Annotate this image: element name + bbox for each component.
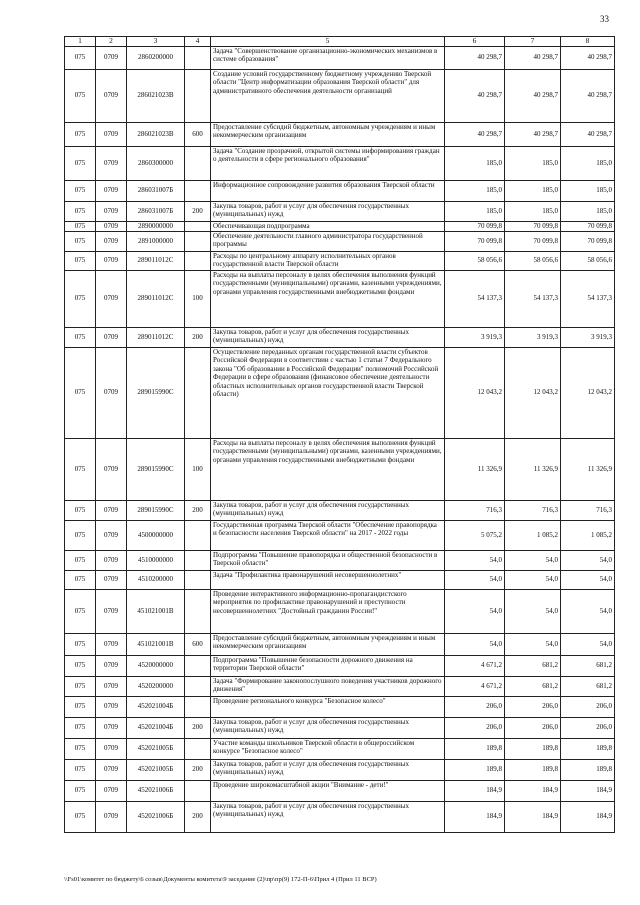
amount-2021-cell: 40 298,7 <box>505 122 561 146</box>
target-article-cell: 4520000000 <box>127 655 185 676</box>
section-code-cell: 0709 <box>96 696 127 717</box>
table-row <box>65 327 615 347</box>
amount-2021-cell: 716,3 <box>505 500 561 520</box>
section-code-cell: 0709 <box>96 759 127 780</box>
header-cell: 6 <box>445 37 505 47</box>
table-row <box>65 500 615 520</box>
expense-type-cell <box>185 347 211 438</box>
expense-type-cell: 200 <box>185 201 211 221</box>
section-code-cell: 0709 <box>96 438 127 500</box>
amount-2022-cell: 189,8 <box>561 759 615 780</box>
section-code-cell: 0709 <box>96 676 127 696</box>
description-cell: Закупка товаров, работ и услуг для обеспечения государственных (муниципальных) нужд <box>211 327 445 347</box>
section-code-cell: 0709 <box>96 221 127 231</box>
amount-2021-cell: 681,2 <box>505 655 561 676</box>
description-cell: Задача "Формирование законопослушного поведения участников дорожного движения" <box>211 676 445 696</box>
amount-2022-cell: 189,8 <box>561 738 615 759</box>
table-row <box>65 570 615 589</box>
amount-2020-cell: 184,9 <box>445 801 505 832</box>
expense-type-cell <box>185 221 211 231</box>
amount-2022-cell: 54,0 <box>561 633 615 655</box>
target-article-cell: 286031007Б <box>127 201 185 221</box>
section-code-cell: 0709 <box>96 347 127 438</box>
grbs-code-cell: 075 <box>65 46 96 69</box>
amount-2020-cell: 54,0 <box>445 550 505 570</box>
amount-2022-cell: 12 043,2 <box>561 347 615 438</box>
grbs-code-cell: 075 <box>65 570 96 589</box>
amount-2021-cell: 12 043,2 <box>505 347 561 438</box>
header-cell: 4 <box>185 37 211 47</box>
amount-2020-cell: 40 298,7 <box>445 122 505 146</box>
amount-2022-cell: 681,2 <box>561 655 615 676</box>
section-code-cell: 0709 <box>96 122 127 146</box>
description-cell: Проведение широкомасштабной акции "Внимание - дети!" <box>211 780 445 801</box>
amount-2020-cell: 70 099,8 <box>445 231 505 251</box>
target-article-cell: 286021023В <box>127 122 185 146</box>
table-row <box>65 550 615 570</box>
table-row <box>65 655 615 676</box>
target-article-cell: 452021004Б <box>127 717 185 738</box>
expense-type-cell: 200 <box>185 717 211 738</box>
amount-2021-cell: 54,0 <box>505 570 561 589</box>
section-code-cell: 0709 <box>96 500 127 520</box>
table-row <box>65 738 615 759</box>
description-cell: Подпрограмма "Повышение правопорядка и общественной безопасности в Тверской области" <box>211 550 445 570</box>
amount-2021-cell: 11 326,9 <box>505 438 561 500</box>
grbs-code-cell: 075 <box>65 738 96 759</box>
expense-type-cell: 200 <box>185 801 211 832</box>
amount-2020-cell: 184,9 <box>445 780 505 801</box>
amount-2020-cell: 185,0 <box>445 146 505 180</box>
amount-2020-cell: 70 099,8 <box>445 221 505 231</box>
amount-2022-cell: 40 298,7 <box>561 122 615 146</box>
expense-type-cell: 200 <box>185 759 211 780</box>
expense-type-cell: 600 <box>185 633 211 655</box>
table-row <box>65 438 615 500</box>
expense-type-cell <box>185 780 211 801</box>
section-code-cell: 0709 <box>96 327 127 347</box>
target-article-cell: 452021004Б <box>127 696 185 717</box>
section-code-cell: 0709 <box>96 231 127 251</box>
header-cell: 2 <box>96 37 127 47</box>
table-body <box>65 37 615 833</box>
header-cell: 3 <box>127 37 185 47</box>
amount-2022-cell: 58 056,6 <box>561 251 615 270</box>
amount-2021-cell: 54,0 <box>505 589 561 633</box>
grbs-code-cell: 075 <box>65 655 96 676</box>
target-article-cell: 452021006Б <box>127 780 185 801</box>
target-article-cell: 4510000000 <box>127 550 185 570</box>
grbs-code-cell: 075 <box>65 347 96 438</box>
description-cell: Закупка товаров, работ и услуг для обеспечения государственных (муниципальных) нужд <box>211 801 445 832</box>
section-code-cell: 0709 <box>96 251 127 270</box>
description-cell: Участие команды школьников Тверской области в общероссийском конкурсе "Безопасное колесо" <box>211 738 445 759</box>
target-article-cell: 289015990С <box>127 500 185 520</box>
table-row <box>65 270 615 327</box>
amount-2021-cell: 184,9 <box>505 780 561 801</box>
description-cell: Предоставление субсидий бюджетным, автономным учреждениям и иным некоммерческим организациям <box>211 633 445 655</box>
target-article-cell: 451021001В <box>127 633 185 655</box>
target-article-cell: 289011012С <box>127 251 185 270</box>
expense-type-cell: 100 <box>185 270 211 327</box>
amount-2022-cell: 1 085,2 <box>561 520 615 550</box>
description-cell: Задача "Профилактика правонарушений несовершеннолетних" <box>211 570 445 589</box>
expense-type-cell <box>185 655 211 676</box>
table-header-row <box>65 37 615 47</box>
description-cell: Расходы по центральному аппарату исполнительных органов государственной власти Тверской области <box>211 251 445 270</box>
amount-2022-cell: 40 298,7 <box>561 69 615 122</box>
table-row <box>65 589 615 633</box>
amount-2021-cell: 40 298,7 <box>505 46 561 69</box>
grbs-code-cell: 075 <box>65 231 96 251</box>
amount-2020-cell: 5 075,2 <box>445 520 505 550</box>
target-article-cell: 451021001В <box>127 589 185 633</box>
description-cell: Задача "Создание прозрачной, открытой системы информирования граждан о деятельности в сфере регионального образования" <box>211 146 445 180</box>
footer-file-path: \\Fs01\комитет по бюджету\6 созыв\Документы комитета\9 заседание (2)\пр\пр(9) 172-П-6\Прил 4 (Прил 11 ВСР) <box>64 876 377 883</box>
description-cell: Подпрограмма "Повышение безопасности дорожного движения на территории Тверской области" <box>211 655 445 676</box>
expense-type-cell <box>185 251 211 270</box>
amount-2021-cell: 54,0 <box>505 633 561 655</box>
amount-2021-cell: 681,2 <box>505 676 561 696</box>
amount-2020-cell: 3 919,3 <box>445 327 505 347</box>
table-row <box>65 676 615 696</box>
section-code-cell: 0709 <box>96 570 127 589</box>
target-article-cell: 2860200000 <box>127 46 185 69</box>
header-cell: 1 <box>65 37 96 47</box>
grbs-code-cell: 075 <box>65 270 96 327</box>
description-cell: Расходы на выплаты персоналу в целях обеспечения выполнения функций государственными (муниципальными) органами, казенными учреждениями, органами управления государственными внебюджетными фондами <box>211 438 445 500</box>
target-article-cell: 289015990С <box>127 438 185 500</box>
amount-2021-cell: 1 085,2 <box>505 520 561 550</box>
grbs-code-cell: 075 <box>65 759 96 780</box>
grbs-code-cell: 075 <box>65 69 96 122</box>
table-row <box>65 759 615 780</box>
amount-2020-cell: 4 671,2 <box>445 655 505 676</box>
header-cell: 5 <box>211 37 445 47</box>
expense-type-cell <box>185 69 211 122</box>
table-row <box>65 717 615 738</box>
amount-2021-cell: 70 099,8 <box>505 231 561 251</box>
section-code-cell: 0709 <box>96 69 127 122</box>
amount-2020-cell: 54 137,3 <box>445 270 505 327</box>
amount-2022-cell: 185,0 <box>561 201 615 221</box>
section-code-cell: 0709 <box>96 655 127 676</box>
grbs-code-cell: 075 <box>65 676 96 696</box>
table-row <box>65 251 615 270</box>
description-cell: Осуществление переданных органам государственной власти субъектов Российской Федерации в соответствии с частью 1 статьи 7 Федерального закона "Об образовании в Российской Федерации" полномочий Российской Федерации в сфере образования (финансовое обеспечение деятельности областных исполнительных органов государственной власти Тверской области) <box>211 347 445 438</box>
description-cell: Информационное сопровождение развития образования Тверской области <box>211 180 445 201</box>
amount-2021-cell: 184,9 <box>505 801 561 832</box>
amount-2021-cell: 40 298,7 <box>505 69 561 122</box>
description-cell: Закупка товаров, работ и услуг для обеспечения государственных (муниципальных) нужд <box>211 201 445 221</box>
section-code-cell: 0709 <box>96 780 127 801</box>
amount-2020-cell: 185,0 <box>445 180 505 201</box>
expense-type-cell <box>185 570 211 589</box>
description-cell: Закупка товаров, работ и услуг для обеспечения государственных (муниципальных) нужд <box>211 759 445 780</box>
header-cell: 7 <box>505 37 561 47</box>
amount-2020-cell: 11 326,9 <box>445 438 505 500</box>
section-code-cell: 0709 <box>96 801 127 832</box>
target-article-cell: 4510200000 <box>127 570 185 589</box>
section-code-cell: 0709 <box>96 738 127 759</box>
amount-2020-cell: 4 671,2 <box>445 676 505 696</box>
amount-2021-cell: 189,8 <box>505 738 561 759</box>
grbs-code-cell: 075 <box>65 146 96 180</box>
amount-2020-cell: 185,0 <box>445 201 505 221</box>
target-article-cell: 2860300000 <box>127 146 185 180</box>
grbs-code-cell: 075 <box>65 438 96 500</box>
section-code-cell: 0709 <box>96 201 127 221</box>
target-article-cell: 4520200000 <box>127 676 185 696</box>
description-cell: Закупка товаров, работ и услуг для обеспечения государственных (муниципальных) нужд <box>211 717 445 738</box>
amount-2022-cell: 716,3 <box>561 500 615 520</box>
amount-2021-cell: 185,0 <box>505 180 561 201</box>
expense-type-cell <box>185 676 211 696</box>
amount-2022-cell: 54 137,3 <box>561 270 615 327</box>
table-row <box>65 801 615 832</box>
amount-2021-cell: 189,8 <box>505 759 561 780</box>
amount-2021-cell: 54,0 <box>505 550 561 570</box>
table-row <box>65 780 615 801</box>
section-code-cell: 0709 <box>96 270 127 327</box>
section-code-cell: 0709 <box>96 550 127 570</box>
section-code-cell: 0709 <box>96 633 127 655</box>
expense-type-cell <box>185 231 211 251</box>
section-code-cell: 0709 <box>96 146 127 180</box>
expense-type-cell: 200 <box>185 500 211 520</box>
target-article-cell: 452021005Б <box>127 759 185 780</box>
expense-type-cell <box>185 180 211 201</box>
target-article-cell: 452021006Б <box>127 801 185 832</box>
grbs-code-cell: 075 <box>65 180 96 201</box>
amount-2022-cell: 40 298,7 <box>561 46 615 69</box>
amount-2022-cell: 54,0 <box>561 550 615 570</box>
amount-2020-cell: 206,0 <box>445 717 505 738</box>
table-row <box>65 69 615 122</box>
target-article-cell: 289011012С <box>127 270 185 327</box>
budget-table <box>64 36 615 833</box>
amount-2021-cell: 206,0 <box>505 717 561 738</box>
amount-2021-cell: 58 056,6 <box>505 251 561 270</box>
amount-2020-cell: 12 043,2 <box>445 347 505 438</box>
grbs-code-cell: 075 <box>65 696 96 717</box>
description-cell: Предоставление субсидий бюджетным, автономным учреждениям и иным некоммерческим организациям <box>211 122 445 146</box>
table-row <box>65 347 615 438</box>
amount-2022-cell: 11 326,9 <box>561 438 615 500</box>
expense-type-cell <box>185 550 211 570</box>
grbs-code-cell: 075 <box>65 801 96 832</box>
expense-type-cell <box>185 146 211 180</box>
section-code-cell: 0709 <box>96 180 127 201</box>
description-cell: Создание условий государственному бюджетному учреждению Тверской области "Центр информатизации образования Тверской области" для административного обеспечения деятельности организаций <box>211 69 445 122</box>
description-cell: Проведение интерактивного информационно-пропагандистского мероприятия по профилактике правонарушений и преступности несовершеннолетних "Достойный гражданин России!" <box>211 589 445 633</box>
grbs-code-cell: 075 <box>65 589 96 633</box>
table-row <box>65 201 615 221</box>
amount-2021-cell: 54 137,3 <box>505 270 561 327</box>
amount-2022-cell: 3 919,3 <box>561 327 615 347</box>
description-cell: Государственная программа Тверской области "Обеспечение правопорядка и безопасности населения Тверской области" на 2017 - 2022 годы <box>211 520 445 550</box>
amount-2021-cell: 185,0 <box>505 201 561 221</box>
amount-2022-cell: 185,0 <box>561 180 615 201</box>
amount-2022-cell: 681,2 <box>561 676 615 696</box>
amount-2022-cell: 54,0 <box>561 589 615 633</box>
target-article-cell: 2891000000 <box>127 231 185 251</box>
grbs-code-cell: 075 <box>65 780 96 801</box>
amount-2020-cell: 40 298,7 <box>445 46 505 69</box>
target-article-cell: 452021005Б <box>127 738 185 759</box>
amount-2022-cell: 54,0 <box>561 570 615 589</box>
target-article-cell: 289011012С <box>127 327 185 347</box>
amount-2021-cell: 3 919,3 <box>505 327 561 347</box>
expense-type-cell: 200 <box>185 327 211 347</box>
page-number: 33 <box>600 14 609 24</box>
grbs-code-cell: 075 <box>65 122 96 146</box>
amount-2020-cell: 58 056,6 <box>445 251 505 270</box>
grbs-code-cell: 075 <box>65 520 96 550</box>
amount-2020-cell: 54,0 <box>445 633 505 655</box>
table-row <box>65 221 615 231</box>
amount-2020-cell: 54,0 <box>445 570 505 589</box>
grbs-code-cell: 075 <box>65 221 96 231</box>
section-code-cell: 0709 <box>96 717 127 738</box>
target-article-cell: 286021023В <box>127 69 185 122</box>
amount-2020-cell: 189,8 <box>445 738 505 759</box>
expense-type-cell <box>185 696 211 717</box>
table-row <box>65 633 615 655</box>
amount-2020-cell: 40 298,7 <box>445 69 505 122</box>
table-row <box>65 696 615 717</box>
amount-2022-cell: 184,9 <box>561 780 615 801</box>
grbs-code-cell: 075 <box>65 717 96 738</box>
description-cell: Обеспечение деятельности главного администратора государственной программы <box>211 231 445 251</box>
description-cell: Задача "Совершенствование организационно-экономических механизмов в системе образования" <box>211 46 445 69</box>
table-row <box>65 146 615 180</box>
amount-2022-cell: 206,0 <box>561 696 615 717</box>
description-cell: Обеспечивающая подпрограмма <box>211 221 445 231</box>
section-code-cell: 0709 <box>96 520 127 550</box>
amount-2021-cell: 206,0 <box>505 696 561 717</box>
amount-2022-cell: 70 099,8 <box>561 231 615 251</box>
grbs-code-cell: 075 <box>65 550 96 570</box>
section-code-cell: 0709 <box>96 589 127 633</box>
table-row <box>65 231 615 251</box>
header-cell: 8 <box>561 37 615 47</box>
amount-2022-cell: 185,0 <box>561 146 615 180</box>
amount-2020-cell: 54,0 <box>445 589 505 633</box>
amount-2021-cell: 185,0 <box>505 146 561 180</box>
amount-2020-cell: 716,3 <box>445 500 505 520</box>
grbs-code-cell: 075 <box>65 201 96 221</box>
target-article-cell: 286031007Б <box>127 180 185 201</box>
amount-2020-cell: 206,0 <box>445 696 505 717</box>
amount-2021-cell: 70 099,8 <box>505 221 561 231</box>
amount-2022-cell: 70 099,8 <box>561 221 615 231</box>
table-row <box>65 520 615 550</box>
table-row <box>65 180 615 201</box>
amount-2022-cell: 206,0 <box>561 717 615 738</box>
expense-type-cell <box>185 738 211 759</box>
grbs-code-cell: 075 <box>65 633 96 655</box>
table-row <box>65 46 615 69</box>
target-article-cell: 2890000000 <box>127 221 185 231</box>
expense-type-cell <box>185 520 211 550</box>
expense-type-cell: 100 <box>185 438 211 500</box>
grbs-code-cell: 075 <box>65 500 96 520</box>
target-article-cell: 4500000000 <box>127 520 185 550</box>
section-code-cell: 0709 <box>96 46 127 69</box>
description-cell: Расходы на выплаты персоналу в целях обеспечения выполнения функций государственными (муниципальными) органами, казенными учреждениями, органами управления государственными внебюджетными фондами <box>211 270 445 327</box>
expense-type-cell: 600 <box>185 122 211 146</box>
target-article-cell: 289015990С <box>127 347 185 438</box>
expense-type-cell <box>185 46 211 69</box>
table-row <box>65 122 615 146</box>
grbs-code-cell: 075 <box>65 327 96 347</box>
amount-2020-cell: 189,8 <box>445 759 505 780</box>
amount-2022-cell: 184,9 <box>561 801 615 832</box>
description-cell: Проведение регионального конкурса "Безопасное колесо" <box>211 696 445 717</box>
grbs-code-cell: 075 <box>65 251 96 270</box>
description-cell: Закупка товаров, работ и услуг для обеспечения государственных (муниципальных) нужд <box>211 500 445 520</box>
expense-type-cell <box>185 589 211 633</box>
